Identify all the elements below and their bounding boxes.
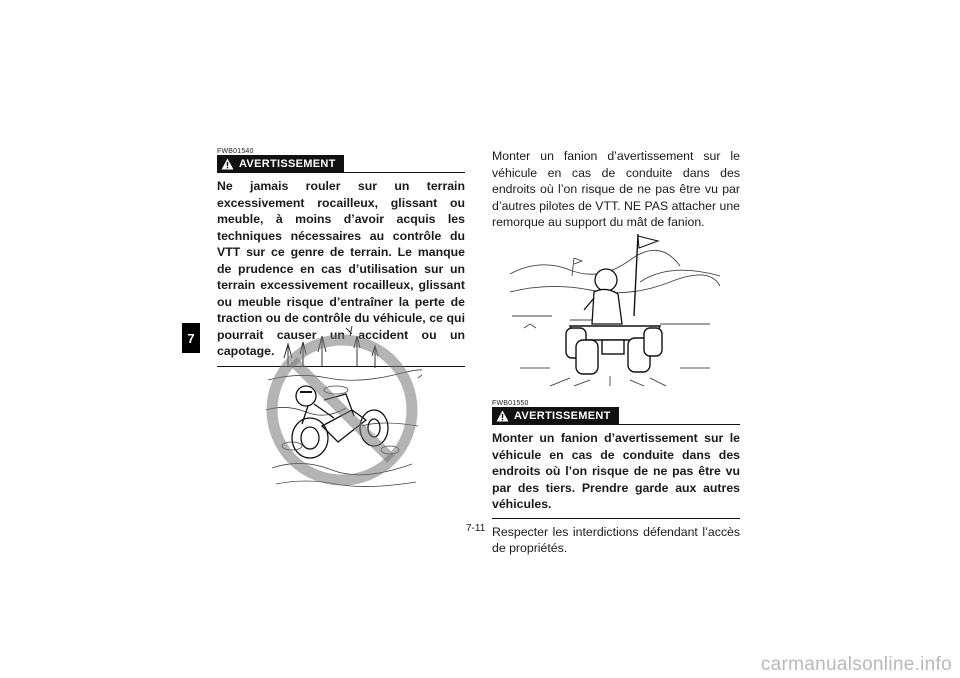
warning-triangle-icon [221,158,234,170]
page-number: 7-11 [466,523,486,534]
warning-header [492,407,740,425]
warning-code: FWB01540 [217,148,254,155]
chapter-tab [182,323,200,353]
warning-text: Ne jamais rouler sur un terrain excessivement rocailleux, glissant ou meuble, à moins d’avoir acquis les techniques nécessaires au contrôle du VTT sur ce genre de terrain. Le manque de prudence en cas d’utilisation sur un terrain excessivement rocailleux, glissant ou meuble risque d’entraîner la perte de traction ou de contrôle du véhicule, ce qui pourrait causer un accident ou un capotage. [217,179,465,358]
right-column [492,148,740,231]
warning-badge-label: AVERTISSEMENT [239,158,336,170]
flag-paragraph: Monter un fanion d’avertissement sur le véhicule en cas de conduite dans des endroits où l’on risque de ne pas être vu par d’autres pilotes de VTT. NE PAS attacher une remorque au support du mât de fanion. [492,149,740,229]
warning-header-line [344,172,465,173]
warning-triangle-icon [496,410,509,422]
property-paragraph: Respecter les interdictions défendant l’accès de propriétés. [492,524,740,555]
warning-block-2 [492,400,740,557]
warning-header-line [619,424,740,425]
footer-watermark: carmanualsonline.info [760,654,952,675]
warning-badge [217,155,344,173]
warning-header [217,155,465,173]
warning-badge [492,407,619,425]
warning-text: Monter un fanion d’avertissement sur le véhicule en cas de conduite dans des endroits où l’on risque de ne pas être vu par des tiers. Prendre garde aux autres véhicules. [492,431,740,511]
warning-end-rule [492,518,740,519]
warning-code: FWB01550 [492,400,529,407]
warning-badge-label: AVERTISSEMENT [514,410,611,422]
chapter-number: 7 [187,330,195,346]
illustration-atv-with-flag [510,228,720,388]
illustration-rocky-terrain-prohibited [262,318,422,494]
